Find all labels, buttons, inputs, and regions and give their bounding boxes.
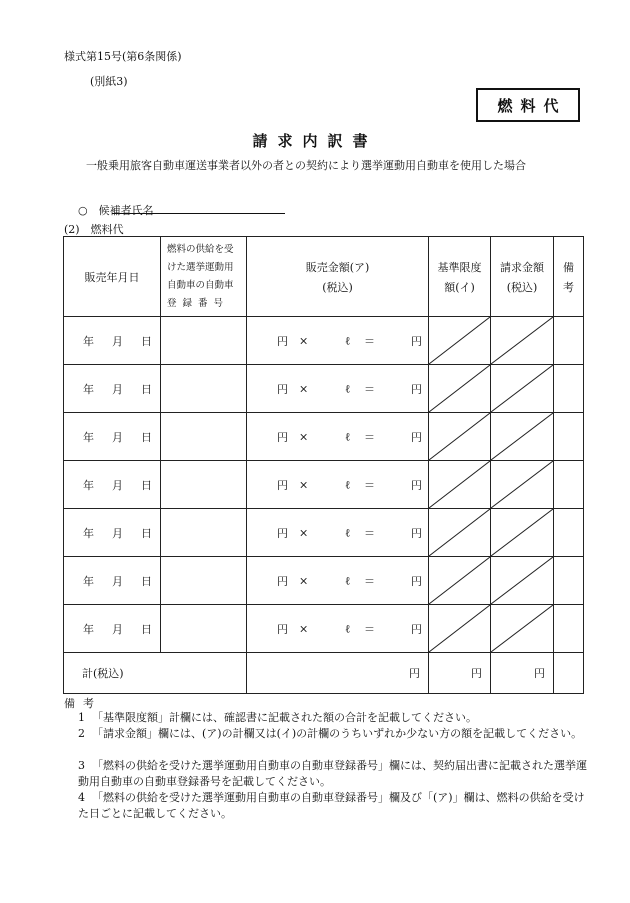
table-row (64, 365, 584, 413)
category-box: 燃料代 (476, 88, 580, 122)
table-row (64, 413, 584, 461)
sale-amount-cell[interactable]: 円 × ℓ ＝ 円 (247, 557, 429, 605)
note-3: 3 「燃料の供給を受けた選挙運動用自動車の自動車登録番号」欄には、契約届出書に記載された選挙運動用自動車の自動車登録番号を記載してください。 (78, 759, 587, 788)
document-subtitle: 一般乗用旅客自動車運送事業者以外の者との契約により選挙運動用自動車を使用した場合 (86, 159, 526, 172)
claim-amount-cell-slashed (491, 605, 554, 653)
registration-number-cell[interactable] (161, 413, 247, 461)
attachment-label: (別紙3) (90, 75, 128, 88)
header-registration-number: 燃料の供給を受 けた選挙運動用 自動車の自動車 登録番号 (161, 237, 247, 317)
sale-date-cell[interactable]: 年 月 日 (64, 509, 161, 557)
sale-amount-cell[interactable]: 円 × ℓ ＝ 円 (247, 365, 429, 413)
claim-amount-cell-slashed (491, 317, 554, 365)
claim-amount-cell-slashed (491, 509, 554, 557)
remarks-cell[interactable] (554, 461, 584, 509)
remarks-cell[interactable] (554, 413, 584, 461)
remarks-title: 備考 (64, 697, 102, 710)
candidate-name-field[interactable] (112, 213, 285, 214)
standard-limit-cell-slashed (429, 413, 491, 461)
total-claim-cell[interactable]: 円 (491, 653, 554, 694)
remarks-cell[interactable] (554, 605, 584, 653)
remarks-cell[interactable] (554, 557, 584, 605)
header-sale-amount: 販売金額(ア) (税込) (247, 237, 429, 317)
claim-amount-cell-slashed (491, 413, 554, 461)
standard-limit-cell-slashed (429, 509, 491, 557)
standard-limit-cell-slashed (429, 317, 491, 365)
table-row (64, 605, 584, 653)
claim-amount-cell-slashed (491, 365, 554, 413)
sale-amount-cell[interactable]: 円 × ℓ ＝ 円 (247, 509, 429, 557)
header-claim-amount: 請求金額 (税込) (491, 237, 554, 317)
claim-amount-cell-slashed (491, 557, 554, 605)
standard-limit-cell-slashed (429, 365, 491, 413)
header-remarks: 備 考 (554, 237, 584, 317)
header-standard-limit: 基準限度 額(イ) (429, 237, 491, 317)
document-title: 請求内訳書 (252, 132, 378, 150)
note-4: 4 「燃料の供給を受けた選挙運動用自動車の自動車登録番号」欄及び「(ア)」欄は、燃料の供給を受けた日ごとに記載してください。 (78, 791, 585, 820)
remarks-cell[interactable] (554, 509, 584, 557)
standard-limit-cell-slashed (429, 557, 491, 605)
candidate-name-label: ○ 候補者氏名 (78, 204, 154, 217)
remarks-cell[interactable] (554, 317, 584, 365)
total-amount-cell[interactable]: 円 (247, 653, 429, 694)
table-row (64, 557, 584, 605)
registration-number-cell[interactable] (161, 365, 247, 413)
sale-date-cell[interactable]: 年 月 日 (64, 605, 161, 653)
total-limit-cell[interactable]: 円 (429, 653, 491, 694)
total-remarks-cell[interactable] (554, 653, 584, 694)
total-row (64, 653, 584, 694)
sale-amount-cell[interactable]: 円 × ℓ ＝ 円 (247, 605, 429, 653)
note-1: 1 「基準限度額」計欄には、確認書に記載された額の合計を記載してください。 (78, 711, 477, 724)
sale-date-cell[interactable]: 年 月 日 (64, 365, 161, 413)
table-row (64, 461, 584, 509)
sale-date-cell[interactable]: 年 月 日 (64, 317, 161, 365)
fuel-cost-table (63, 236, 584, 694)
registration-number-cell[interactable] (161, 509, 247, 557)
table-row (64, 317, 584, 365)
section-label: (2) 燃料代 (64, 223, 124, 236)
sale-date-cell[interactable]: 年 月 日 (64, 557, 161, 605)
registration-number-cell[interactable] (161, 605, 247, 653)
standard-limit-cell-slashed (429, 461, 491, 509)
sale-amount-cell[interactable]: 円 × ℓ ＝ 円 (247, 413, 429, 461)
total-label: 計(税込) (64, 653, 247, 694)
note-2: 2 「請求金額」欄には、(ア)の計欄又は(イ)の計欄のうちいずれか少ない方の額を記載してください。 (78, 727, 583, 740)
remarks-cell[interactable] (554, 365, 584, 413)
form-number: 様式第15号(第6条関係) (64, 50, 182, 63)
header-sale-date: 販売年月日 (64, 237, 161, 317)
sale-amount-cell[interactable]: 円 × ℓ ＝ 円 (247, 317, 429, 365)
sale-date-cell[interactable]: 年 月 日 (64, 461, 161, 509)
registration-number-cell[interactable] (161, 317, 247, 365)
sale-amount-cell[interactable]: 円 × ℓ ＝ 円 (247, 461, 429, 509)
registration-number-cell[interactable] (161, 557, 247, 605)
standard-limit-cell-slashed (429, 605, 491, 653)
claim-amount-cell-slashed (491, 461, 554, 509)
table-row (64, 509, 584, 557)
sale-date-cell[interactable]: 年 月 日 (64, 413, 161, 461)
registration-number-cell[interactable] (161, 461, 247, 509)
